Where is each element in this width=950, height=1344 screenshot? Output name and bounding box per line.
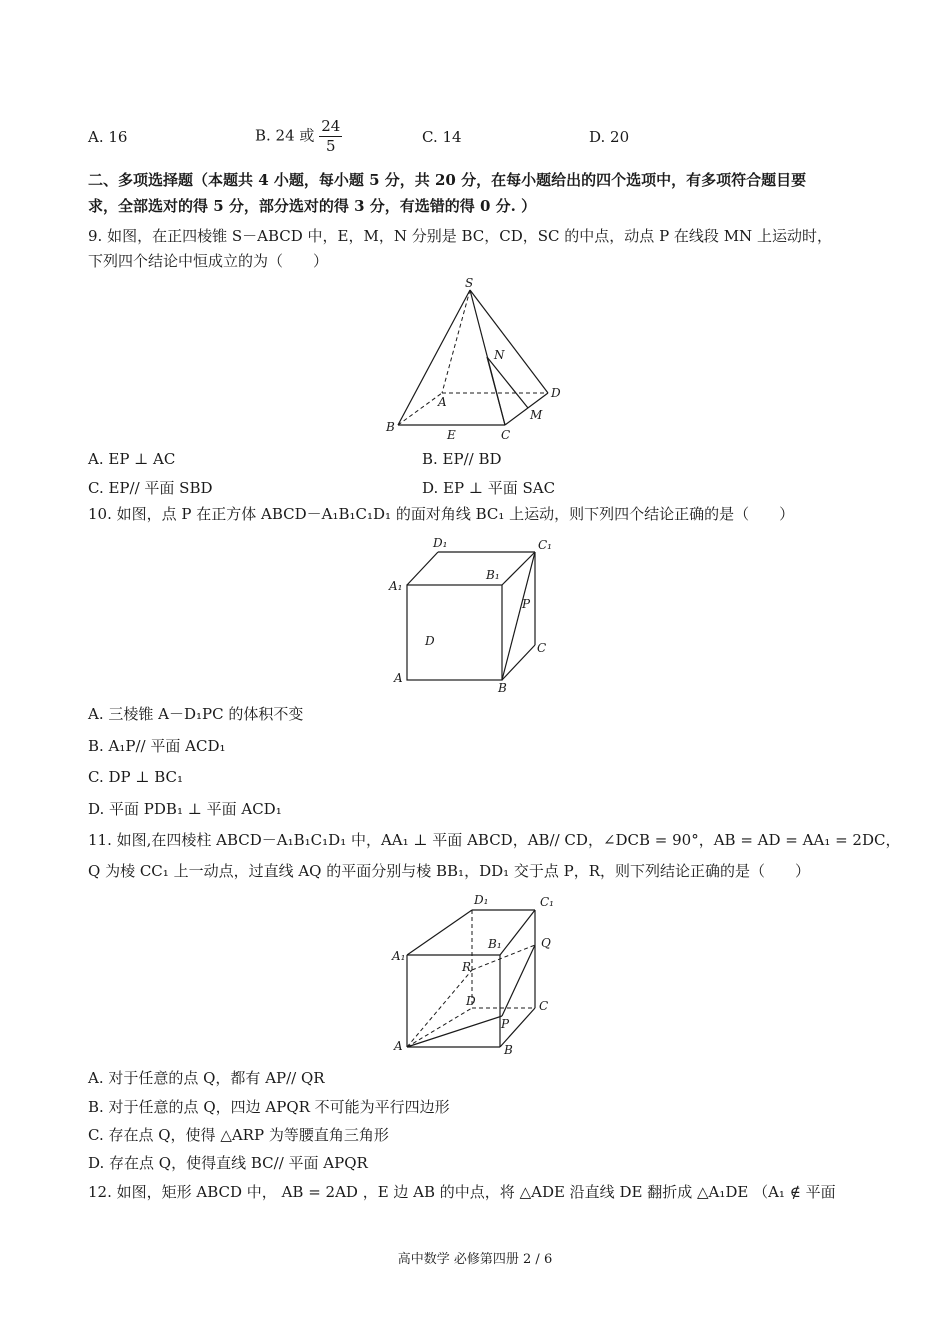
q9-label-s: S	[465, 276, 474, 290]
q10-label-c1: C₁	[538, 538, 552, 552]
page-footer: 高中数学 必修第四册 2 / 6	[397, 1252, 553, 1267]
q9-label-a: A	[438, 395, 447, 409]
q9-option-d: D. EP ⊥ 平面 SAC	[422, 479, 556, 497]
q11-stem-line2: Q 为棱 CC₁ 上一动点，过直线 AQ 的平面分别与棱 BB₁，DD₁ 交于点 P，R，则下列结论正确的是（ ）	[88, 862, 811, 880]
q11-label-r: R	[462, 960, 472, 974]
q10-label-d1: D₁	[433, 536, 448, 550]
q10-label-p: P	[522, 597, 531, 611]
q10-stem-line1: 10. 如图，点 P 在正方体 ABCD－A₁B₁C₁D₁ 的面对角线 BC₁ 上运动，则下列四个结论正确的是（ ）	[88, 505, 795, 523]
q11-stem-line1: 11. 如图,在四棱柱 ABCD－A₁B₁C₁D₁ 中，AA₁ ⊥ 平面 ABCD，AB// CD，∠DCB = 90°，AB = AD = AA₁ = 2DC，	[88, 831, 901, 849]
q8-option-c: C. 14	[422, 128, 462, 146]
q11-label-b: B	[504, 1043, 513, 1057]
q8-option-b	[255, 117, 342, 156]
q10-option-b: B. A₁P// 平面 ACD₁	[88, 737, 226, 755]
q9-label-b: B	[386, 420, 395, 434]
q10-cube-figure	[380, 535, 560, 695]
q11-label-c: C	[539, 999, 549, 1013]
q10-label-d: D	[425, 634, 435, 648]
section2-heading-line1: 二、多项选择题（本题共 4 小题，每小题 5 分，共 20 分，在每小题给出的四个选项中，有多项符合题目要	[88, 171, 807, 189]
q9-option-c: C. EP// 平面 SBD	[88, 479, 213, 497]
q11-prism-figure	[380, 890, 560, 1060]
q11-label-p: P	[501, 1017, 510, 1031]
q11-label-c1: C₁	[540, 895, 554, 909]
q10-option-a: A. 三棱锥 A－D₁PC 的体积不变	[88, 705, 304, 723]
q11-label-a: A	[394, 1039, 403, 1053]
q11-option-a: A. 对于任意的点 Q，都有 AP// QR	[88, 1069, 325, 1087]
q11-label-a1: A₁	[392, 949, 406, 963]
q8-option-d: D. 20	[589, 128, 630, 146]
q9-stem-line2: 下列四个结论中恒成立的为（ ）	[88, 252, 329, 270]
q9-stem-line1: 9. 如图，在正四棱锥 S－ABCD 中，E，M，N 分别是 BC，CD，SC 的中点，动点 P 在线段 MN 上运动时，	[88, 227, 832, 245]
q10-option-c: C. DP ⊥ BC₁	[88, 768, 184, 786]
q11-label-b1: B₁	[488, 937, 502, 951]
q8-fraction-numerator: 24	[321, 117, 341, 135]
q10-option-d: D. 平面 PDB₁ ⊥ 平面 ACD₁	[88, 800, 282, 818]
q10-label-b: B	[498, 681, 507, 695]
q8-option-b-fraction	[319, 117, 342, 156]
q10-label-c: C	[537, 641, 547, 655]
q9-pyramid-figure	[380, 275, 580, 450]
q11-label-q: Q	[541, 936, 551, 950]
q9-label-d: D	[551, 386, 561, 400]
q9-label-c: C	[501, 428, 511, 442]
q11-label-d: D	[466, 994, 476, 1008]
q11-label-d1: D₁	[474, 893, 489, 907]
q12-stem-line1: 12. 如图，矩形 ABCD 中， AB = 2AD ，E 边 AB 的中点，将 △ADE 沿直线 DE 翻折成 △A₁DE （A₁ ∉ 平面	[88, 1183, 836, 1201]
q8-option-b-prefix: B. 24 或	[255, 126, 315, 145]
section2-heading-line2: 求，全部选对的得 5 分，部分选对的得 3 分，有选错的得 0 分. ）	[88, 197, 537, 215]
q10-label-a: A	[394, 671, 403, 685]
q10-label-a1: A₁	[389, 579, 403, 593]
q9-option-a: A. EP ⊥ AC	[88, 450, 176, 468]
q11-option-c: C. 存在点 Q，使得 △ARP 为等腰直角三角形	[88, 1126, 389, 1144]
q9-option-b: B. EP// BD	[422, 450, 502, 468]
q8-fraction-denominator: 5	[325, 137, 336, 155]
q9-label-e: E	[447, 428, 456, 442]
q9-label-m: M	[530, 408, 543, 422]
q11-option-d: D. 存在点 Q，使得直线 BC// 平面 APQR	[88, 1154, 368, 1172]
q10-label-b1: B₁	[486, 568, 500, 582]
q9-label-n: N	[494, 348, 505, 362]
q11-option-b: B. 对于任意的点 Q，四边 APQR 不可能为平行四边形	[88, 1098, 450, 1116]
q8-option-a: A. 16	[88, 128, 128, 146]
